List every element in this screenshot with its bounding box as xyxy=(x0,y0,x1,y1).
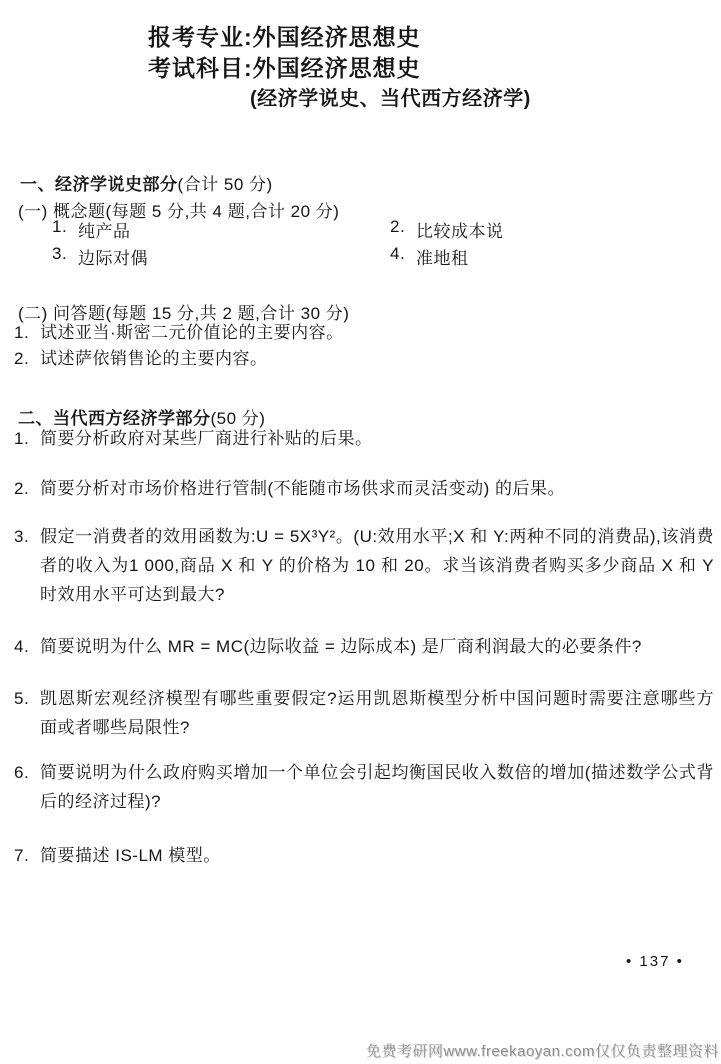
section2-question-5 xyxy=(14,684,714,742)
item-label: 比较成本说 xyxy=(416,222,504,241)
question-number: 4. xyxy=(14,637,30,656)
item-label: 边际对偶 xyxy=(78,249,148,268)
section2-question-6 xyxy=(14,758,714,816)
item-label: 纯产品 xyxy=(78,222,131,241)
section2-question-7 xyxy=(14,841,714,870)
section1-title xyxy=(20,170,273,195)
item-number: 4. xyxy=(390,244,406,263)
question-text: 简要描述 IS-LM 模型。 xyxy=(40,846,221,865)
exam-major-line: 报考专业:外国经济思想史 xyxy=(148,24,421,50)
question-text: 简要说明为什么 MR = MC(边际收益 = 边际成本) 是厂商利润最大的必要条件? xyxy=(40,637,642,656)
question-number: 3. xyxy=(14,527,30,546)
question-number: 1. xyxy=(14,429,30,448)
item-number: 2. xyxy=(390,217,406,236)
page-number: • 137 • xyxy=(626,953,684,970)
section1-title-points: (合计 50 分) xyxy=(177,175,273,194)
question-number: 5. xyxy=(14,689,30,708)
watermark: 免费考研网www.freekaoyan.com仅仅负责整理资料 xyxy=(365,1043,719,1060)
question-text: 假定一消费者的效用函数为:U = 5X³Y²。(U:效用水平;X 和 Y:两种不同的消费品),该消费者的收入为1 000,商品 X 和 Y 的价格为 10 和 20。求当该消费者购买多少商品 X 和 Y 时效用水平可达到最大? xyxy=(40,527,714,604)
concept-item-1 xyxy=(52,217,131,242)
section2-question-4 xyxy=(14,632,714,661)
question-text: 凯恩斯宏观经济模型有哪些重要假定?运用凯恩斯模型分析中国问题时需要注意哪些方面或者哪些局限性? xyxy=(40,689,714,737)
section2-question-1 xyxy=(14,424,714,453)
exam-subject-subtitle: (经济学说史、当代西方经济学) xyxy=(250,88,531,110)
exam-subject-line: 考试科目:外国经济思想史 xyxy=(148,55,421,81)
item-number: 1. xyxy=(52,217,68,236)
part2-question-1 xyxy=(14,318,714,347)
question-text: 试述萨依销售论的主要内容。 xyxy=(40,349,268,368)
concept-item-2 xyxy=(390,217,504,242)
question-number: 6. xyxy=(14,763,30,782)
concept-item-4 xyxy=(390,244,469,269)
question-text: 简要说明为什么政府购买增加一个单位会引起均衡国民收入数倍的增加(描述数学公式背后的经济过程)? xyxy=(40,763,714,811)
question-number: 2. xyxy=(14,479,30,498)
part2-question-2 xyxy=(14,344,714,373)
section2-title-points: (50 分) xyxy=(210,409,266,428)
question-text: 简要分析政府对某些厂商进行补贴的后果。 xyxy=(40,429,373,448)
part1-title: (一) 概念题(每题 5 分,共 4 题,合计 20 分) xyxy=(18,202,340,221)
item-number: 3. xyxy=(52,244,68,263)
concept-item-3 xyxy=(52,244,148,269)
section2-question-2 xyxy=(14,474,714,503)
question-number: 2. xyxy=(14,349,30,368)
question-number: 7. xyxy=(14,846,30,865)
question-text: 简要分析对市场价格进行管制(不能随市场供求而灵活变动) 的后果。 xyxy=(40,479,566,498)
section2-title-text: 二、当代西方经济学部分 xyxy=(18,409,211,428)
question-number: 1. xyxy=(14,323,30,342)
section2-question-3 xyxy=(14,522,714,609)
question-text: 试述亚当·斯密二元价值论的主要内容。 xyxy=(40,323,344,342)
part2-title: (二) 问答题(每题 15 分,共 2 题,合计 30 分) xyxy=(18,304,350,323)
item-label: 准地租 xyxy=(416,249,469,268)
section1-title-text: 一、经济学说史部分 xyxy=(20,175,178,194)
